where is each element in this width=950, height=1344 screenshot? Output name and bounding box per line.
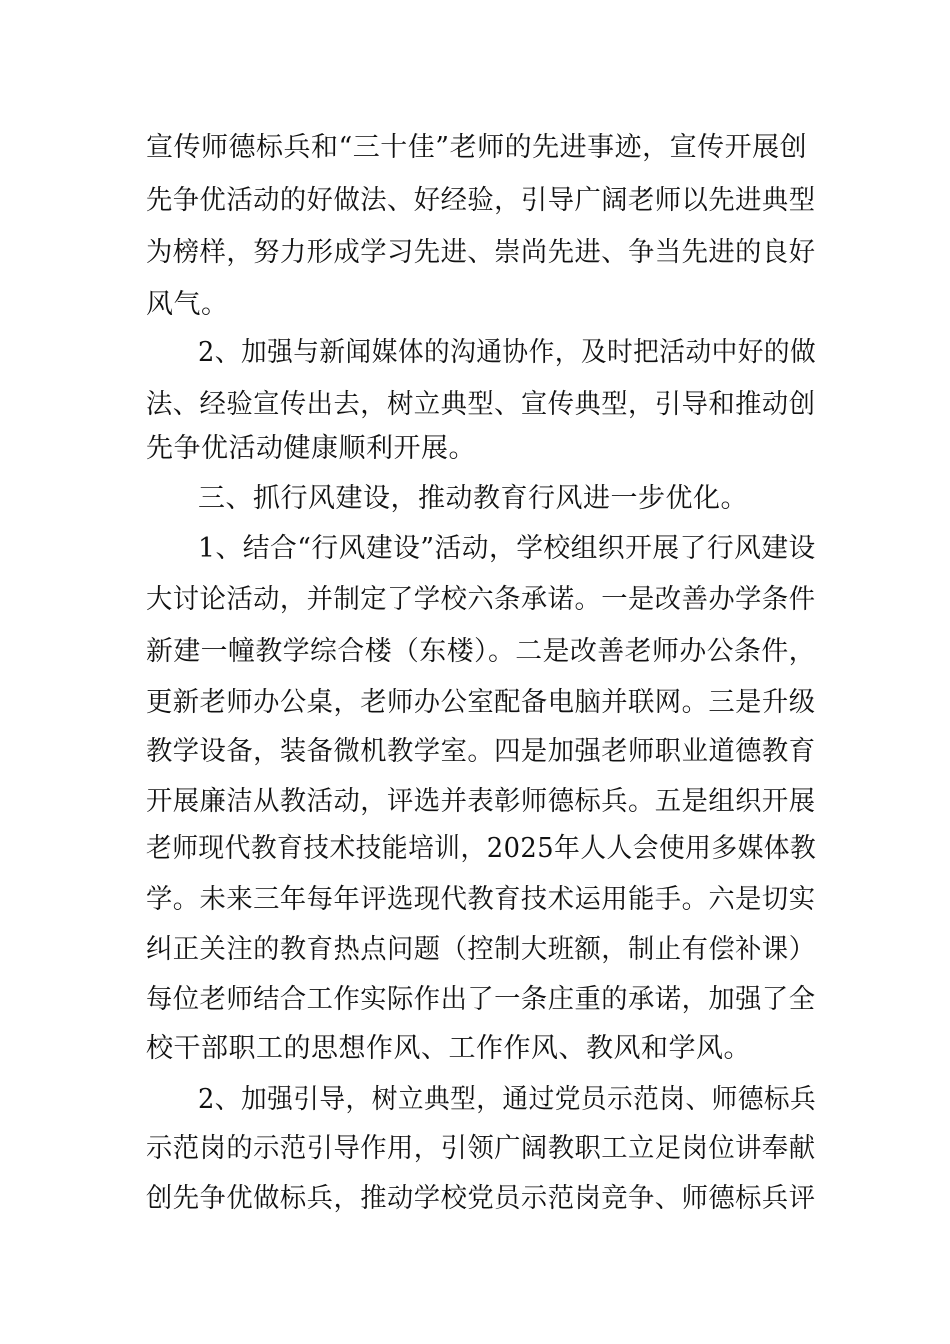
text-line: 法、经验宣传出去，树立典型、宣传典型，引导和推动创: [146, 389, 816, 420]
text-line: 纠正关注的教育热点问题（控制大班额，制止有偿补课）: [146, 934, 816, 965]
text-line: 2、加强引导，树立典型，通过党员示范岗、师德标兵: [198, 1084, 817, 1115]
text-line: 学。未来三年每年评选现代教育技术运用能手。六是切实: [146, 884, 816, 915]
text-line: 先争优活动的好做法、好经验，引导广阔老师以先进典型: [146, 185, 816, 216]
text-line: 创先争优做标兵，推动学校党员示范岗竞争、师德标兵评: [146, 1183, 816, 1214]
text-line: 风气。: [146, 289, 229, 320]
text-line: 老师现代教育技术技能培训，2025年人人会使用多媒体教: [146, 833, 817, 864]
text-line: 教学设备，装备微机教学室。四是加强老师职业道德教育: [146, 736, 816, 767]
text-line: 宣传师德标兵和“三十佳”老师的先进事迹，宣传开展创: [146, 132, 808, 163]
text-line: 为榜样，努力形成学习先进、崇尚先进、争当先进的良好: [146, 237, 816, 268]
text-line: 更新老师办公桌，老师办公室配备电脑并联网。三是升级: [146, 687, 816, 718]
text-line: 1、结合“行风建设”活动，学校组织开展了行风建设: [198, 533, 816, 564]
text-line: 先争优活动健康顺利开展。: [146, 433, 476, 464]
text-line: 开展廉洁从教活动，评选并表彰师德标兵。五是组织开展: [146, 786, 816, 817]
text-line: 2、加强与新闻媒体的沟通协作，及时把活动中好的做: [198, 337, 817, 368]
text-line: 大讨论活动，并制定了学校六条承诺。一是改善办学条件: [146, 584, 816, 615]
text-line: 校干部职工的思想作风、工作作风、教风和学风。: [146, 1033, 751, 1064]
section-heading: 三、抓行风建设，推动教育行风进一步优化。: [198, 483, 748, 514]
text-line: 示范岗的示范引导作用，引领广阔教职工立足岗位讲奉献: [146, 1133, 816, 1164]
text-line: 新建一幢教学综合楼（东楼）。二是改善老师办公条件，: [146, 636, 817, 667]
text-line: 每位老师结合工作实际作出了一条庄重的承诺，加强了全: [146, 984, 816, 1015]
